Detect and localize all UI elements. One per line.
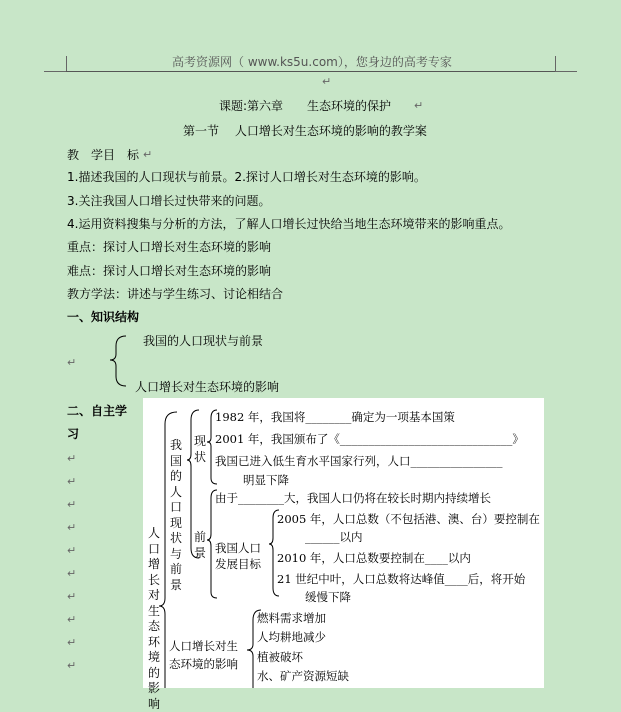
goal-line-2: 3.关注我国人口增长过快带来的问题。 (67, 194, 271, 208)
diagram-branch-2-line-2: 态环境的影响 (169, 657, 238, 671)
paragraph-mark: ↵ (67, 590, 77, 603)
diagram-branch-2-line-1: 人口增长对生 (169, 639, 238, 653)
paragraph-mark: ↵ (67, 613, 77, 626)
paragraph-mark: ↵ (67, 636, 77, 649)
knowledge-diagram (143, 398, 544, 711)
target-item-3: 21 世纪中叶，人口总数将达峰值____后，将开始 (277, 572, 526, 586)
target-label-line-1: 我国人口 (215, 541, 261, 555)
prospect-item-1: 由于________大，我国人口仍将在较长时期内持续增长 (215, 491, 491, 505)
paragraph-mark: ↵ (322, 75, 332, 88)
crop-mark-top-left-h (44, 71, 66, 72)
diagram-prospect-label: 前景 (193, 530, 206, 560)
diagram-root-label: 人口增长对生态环境的影响 (147, 526, 160, 711)
paragraph-mark: ↵ (67, 498, 77, 511)
key-point: 重点：探讨人口增长对生态环境的影响 (67, 240, 272, 254)
goal-line-3: 4.运用资料搜集与分析的方法，了解人口增长过快给当地生态环境带来的影响重点。 (67, 217, 511, 231)
goal-line-1: 1.描述我国的人口现状与前景。2.探讨人口增长对生态环境的影响。 (67, 170, 426, 184)
target-label-line-2: 发展目标 (215, 557, 261, 571)
structure-item-2: 人口增长对生态环境的影响 (135, 380, 280, 394)
paragraph-mark: ↵ (414, 99, 424, 112)
target-item-1-cont: ______以内 (305, 530, 363, 544)
status-item-2: 2001 年，我国颁布了《______________________________》 (215, 432, 524, 446)
section-2-heading: 二、自主学 (67, 404, 128, 418)
paragraph-mark: ↵ (67, 544, 77, 557)
difficult-point: 难点：探讨人口增长对生态环境的影响 (67, 264, 272, 278)
lesson-title: 课题:第六章 生态环境的保护 (219, 99, 392, 113)
effect-item-4: 水、矿产资源短缺 (257, 669, 349, 683)
paragraph-mark: ↵ (67, 521, 77, 534)
status-item-3-cont: 明显下降 (243, 473, 289, 487)
effect-item-2: 人均耕地减少 (257, 630, 326, 644)
effect-item-1: 燃料需求增加 (257, 611, 326, 625)
section-1-heading: 一、知识结构 (67, 310, 140, 324)
status-item-3: 我国已进入低生育水平国家行列，人口________________ (215, 454, 503, 468)
structure-item-1: 我国的人口现状与前景 (143, 334, 264, 348)
paragraph-mark: ↵ (143, 148, 153, 161)
section-2-heading-cont: 习 (67, 427, 80, 441)
target-item-2: 2010 年，人口总数要控制在____以内 (277, 551, 471, 565)
paragraph-mark: ↵ (67, 452, 77, 465)
crop-mark-top-right (555, 56, 578, 72)
paragraph-mark: ↵ (67, 356, 77, 369)
header-underline (66, 71, 555, 72)
target-item-3-cont: 缓慢下降 (305, 590, 351, 604)
diagram-branch-1-label: 我国的人口现状与前景 (169, 438, 182, 592)
effect-item-3: 植被破坏 (257, 650, 303, 664)
paragraph-mark: ↵ (67, 567, 77, 580)
crop-mark-top-left (44, 56, 67, 72)
target-item-1: 2005 年，人口总数（不包括港、澳、台）要控制在 (277, 512, 540, 526)
paragraph-mark: ↵ (67, 475, 77, 488)
paragraph-mark: ↵ (67, 659, 77, 672)
page-header: 高考资源网（ www.ks5u.com），您身边的高考专家 (172, 55, 452, 69)
status-item-1: 1982 年，我国将________确定为一项基本国策 (215, 410, 455, 424)
goals-heading: 教 学目 标 (67, 148, 140, 162)
section-title: 第一节 人口增长对生态环境的影响的教学案 (183, 124, 427, 138)
diagram-status-label: 现状 (193, 434, 206, 464)
crop-mark-top-right-h (555, 71, 577, 72)
teaching-method: 教方学法：讲述与学生练习、讨论相结合 (67, 287, 284, 301)
